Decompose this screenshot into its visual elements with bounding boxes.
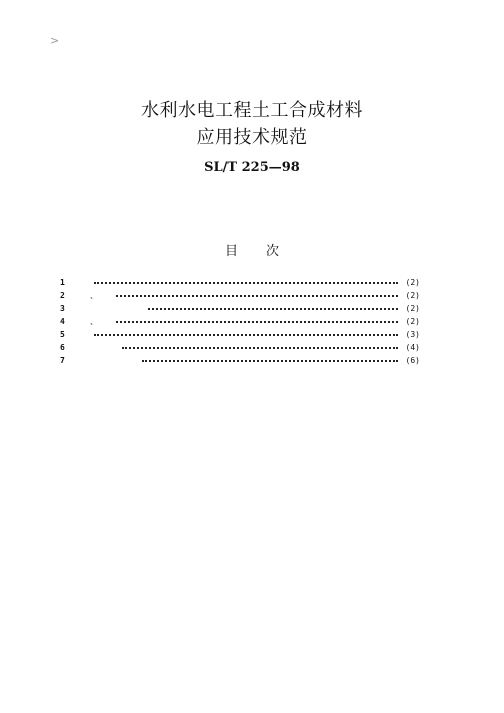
toc-entry-5[interactable] (58, 328, 420, 341)
toc-heading-char-2: 次 (266, 244, 280, 259)
toc-entry-2[interactable] (58, 289, 420, 302)
toc-leader-dots (148, 308, 398, 310)
toc-entry-page: (2) (405, 291, 420, 300)
toc-entry-separator: 、 (90, 291, 98, 300)
toc-entry-6[interactable] (58, 341, 420, 354)
toc-entry-number: 7 (60, 356, 65, 365)
document-title-line-1: 水利水电工程土工合成材料 (141, 100, 363, 121)
toc-entry-page: (2) (405, 278, 420, 287)
toc-entry-1[interactable] (58, 276, 420, 289)
toc-heading (0, 240, 504, 259)
toc-entry-7[interactable] (58, 354, 420, 367)
toc-entry-page: (6) (405, 356, 420, 365)
toc-leader-dots (116, 321, 398, 323)
toc-entry-number: 3 (60, 304, 65, 313)
toc-entry-number: 5 (60, 330, 65, 339)
toc-entry-separator: 、 (90, 317, 98, 326)
toc-leader-dots (94, 282, 398, 284)
toc-entry-number: 1 (60, 278, 65, 287)
standard-code: SL/T 225—98 (204, 160, 300, 175)
toc-entry-page: (3) (405, 330, 420, 339)
toc-leader-dots (94, 334, 398, 336)
table-of-contents (58, 276, 420, 367)
toc-entry-number: 4 (60, 317, 65, 326)
toc-entry-4[interactable] (58, 315, 420, 328)
toc-heading-char-1: 目 (224, 244, 238, 259)
toc-entry-3[interactable] (58, 302, 420, 315)
toc-entry-number: 2 (60, 291, 65, 300)
document-title-line-2: 应用技术规范 (196, 127, 308, 148)
toc-entry-number: 6 (60, 343, 65, 352)
toc-entry-page: (2) (405, 317, 420, 326)
corner-chevron-mark: > (50, 34, 60, 47)
toc-leader-dots (122, 347, 398, 349)
toc-leader-dots (142, 360, 398, 362)
toc-entry-page: (2) (405, 304, 420, 313)
toc-leader-dots (116, 295, 398, 297)
toc-entry-page: (4) (405, 343, 420, 352)
